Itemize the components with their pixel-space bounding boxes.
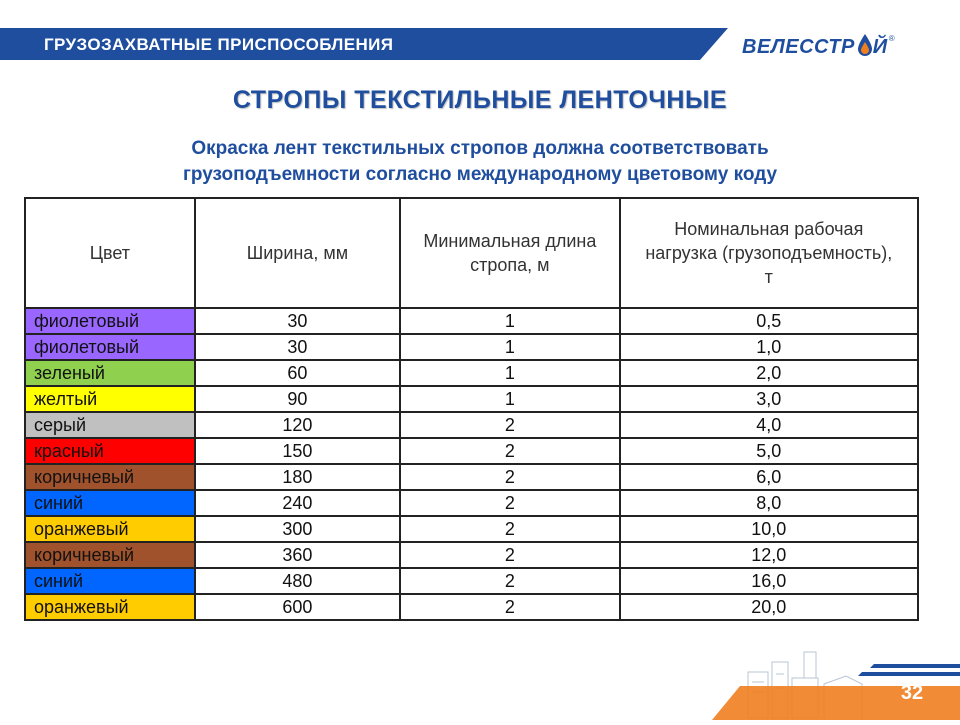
cell-min-length: 1 bbox=[400, 334, 620, 360]
table-row bbox=[25, 516, 918, 542]
table-row bbox=[25, 308, 918, 334]
table-row bbox=[25, 594, 918, 620]
table-row bbox=[25, 542, 918, 568]
cell-load: 8,0 bbox=[620, 490, 918, 516]
cell-load: 12,0 bbox=[620, 542, 918, 568]
cell-color: серый bbox=[25, 412, 195, 438]
sling-spec-table bbox=[24, 197, 919, 621]
cell-width: 480 bbox=[195, 568, 400, 594]
cell-load: 1,0 bbox=[620, 334, 918, 360]
cell-color: оранжевый bbox=[25, 516, 195, 542]
cell-load: 5,0 bbox=[620, 438, 918, 464]
table-header-row bbox=[25, 198, 918, 308]
cell-width: 60 bbox=[195, 360, 400, 386]
table-row bbox=[25, 334, 918, 360]
cell-width: 120 bbox=[195, 412, 400, 438]
cell-min-length: 2 bbox=[400, 516, 620, 542]
cell-color: фиолетовый bbox=[25, 308, 195, 334]
cell-min-length: 2 bbox=[400, 542, 620, 568]
cell-color: коричневый bbox=[25, 464, 195, 490]
logo-text-suffix: Й bbox=[872, 35, 888, 58]
cell-load: 6,0 bbox=[620, 464, 918, 490]
header-line: нагрузка (грузоподъемность), bbox=[645, 243, 893, 263]
table-row bbox=[25, 412, 918, 438]
table-row bbox=[25, 360, 918, 386]
cell-min-length: 2 bbox=[400, 490, 620, 516]
header-min-length bbox=[400, 198, 620, 308]
cell-load: 0,5 bbox=[620, 308, 918, 334]
cell-width: 300 bbox=[195, 516, 400, 542]
table-row bbox=[25, 438, 918, 464]
cell-width: 360 bbox=[195, 542, 400, 568]
cell-color: зеленый bbox=[25, 360, 195, 386]
cell-width: 90 bbox=[195, 386, 400, 412]
cell-load: 10,0 bbox=[620, 516, 918, 542]
slide-subtitle bbox=[60, 136, 900, 188]
cell-load: 4,0 bbox=[620, 412, 918, 438]
cell-min-length: 2 bbox=[400, 464, 620, 490]
table-row bbox=[25, 386, 918, 412]
cell-color: синий bbox=[25, 490, 195, 516]
table-row bbox=[25, 490, 918, 516]
cell-load: 2,0 bbox=[620, 360, 918, 386]
cell-load: 3,0 bbox=[620, 386, 918, 412]
logo-text: ВЕЛЕССТР bbox=[742, 35, 855, 58]
header-line: стропа, м bbox=[470, 255, 550, 275]
header-line: Номинальная рабочая bbox=[674, 219, 864, 239]
cell-load: 20,0 bbox=[620, 594, 918, 620]
table-row bbox=[25, 568, 918, 594]
cell-min-length: 2 bbox=[400, 594, 620, 620]
cell-width: 150 bbox=[195, 438, 400, 464]
cell-min-length: 1 bbox=[400, 308, 620, 334]
subtitle-line: Окраска лент текстильных стропов должна соответствовать bbox=[191, 138, 769, 159]
section-title: ГРУЗОЗАХВАТНЫЕ ПРИСПОСОБЛЕНИЯ bbox=[44, 35, 394, 54]
registered-mark: ® bbox=[888, 34, 895, 43]
subtitle-line: грузоподъемности согласно международному цветовому коду bbox=[182, 164, 778, 185]
cell-color: фиолетовый bbox=[25, 334, 195, 360]
cell-width: 240 bbox=[195, 490, 400, 516]
header-line: т bbox=[764, 267, 773, 287]
cell-color: коричневый bbox=[25, 542, 195, 568]
cell-min-length: 1 bbox=[400, 386, 620, 412]
cell-width: 30 bbox=[195, 308, 400, 334]
company-logo bbox=[742, 30, 895, 64]
header-line: Минимальная длина bbox=[423, 231, 597, 251]
cell-load: 16,0 bbox=[620, 568, 918, 594]
slide-title: СТРОПЫ ТЕКСТИЛЬНЫЕ ЛЕНТОЧНЫЕ bbox=[232, 86, 728, 114]
cell-width: 30 bbox=[195, 334, 400, 360]
cell-width: 600 bbox=[195, 594, 400, 620]
cell-min-length: 2 bbox=[400, 568, 620, 594]
cell-color: синий bbox=[25, 568, 195, 594]
header-load bbox=[620, 198, 918, 308]
table-body bbox=[25, 308, 918, 620]
cell-width: 180 bbox=[195, 464, 400, 490]
cell-color: красный bbox=[25, 438, 195, 464]
header-color: Цвет bbox=[25, 198, 195, 308]
drop-icon bbox=[857, 33, 873, 62]
cell-min-length: 2 bbox=[400, 412, 620, 438]
cell-color: желтый bbox=[25, 386, 195, 412]
header-width: Ширина, мм bbox=[195, 198, 400, 308]
cell-min-length: 1 bbox=[400, 360, 620, 386]
cell-min-length: 2 bbox=[400, 438, 620, 464]
page-number: 32 bbox=[900, 682, 924, 704]
cell-color: оранжевый bbox=[25, 594, 195, 620]
table-row bbox=[25, 464, 918, 490]
